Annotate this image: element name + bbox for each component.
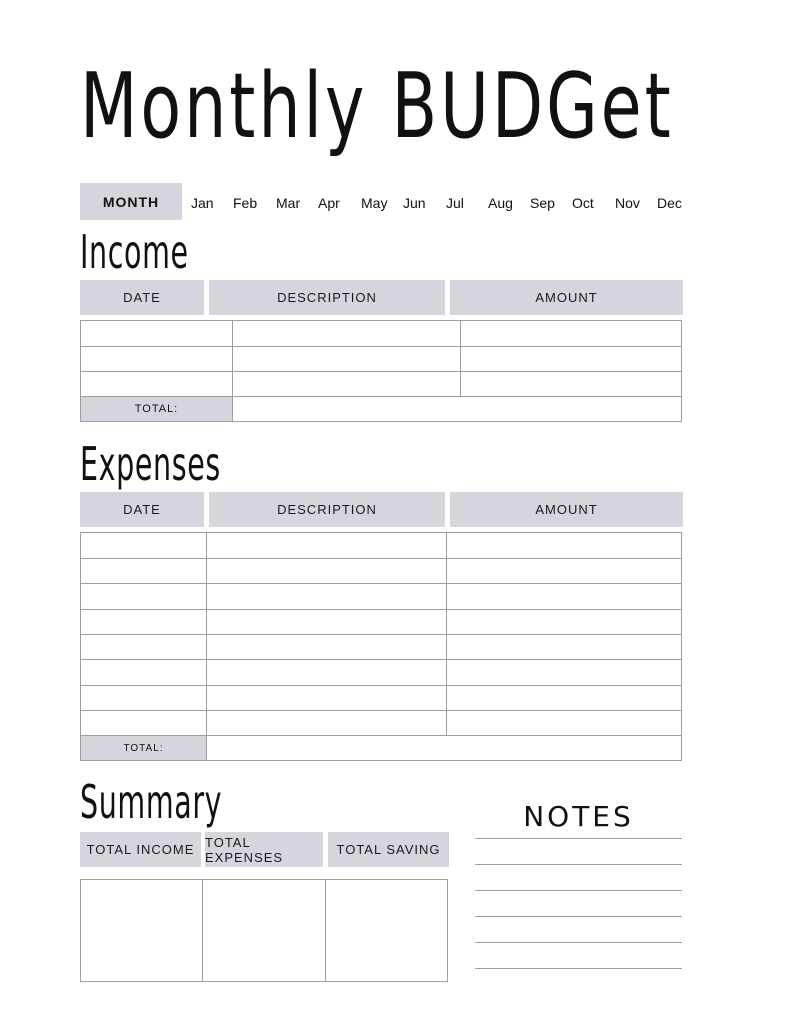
income-total-label: TOTAL: <box>81 397 233 421</box>
income-col-divider <box>232 321 233 396</box>
expenses-date-header: DATE <box>80 492 204 527</box>
notes-heading: NOTES <box>523 800 634 833</box>
notes-line <box>475 968 682 969</box>
expenses-table <box>80 532 682 761</box>
expenses-amount-header: AMOUNT <box>450 492 683 527</box>
month-dec[interactable]: Dec <box>657 195 682 211</box>
expenses-col-divider <box>446 533 447 735</box>
summary-total-saving-header: TOTAL SAVING <box>328 832 449 867</box>
page-title: Monthly BUDGet <box>80 54 674 159</box>
notes-line <box>475 864 682 865</box>
month-mar[interactable]: Mar <box>276 195 301 211</box>
summary-table <box>80 879 448 982</box>
expenses-row-divider <box>81 609 681 610</box>
month-jun[interactable]: Jun <box>403 195 426 211</box>
expenses-row-divider <box>81 659 681 660</box>
expenses-row-divider <box>81 583 681 584</box>
expenses-row-divider <box>81 558 681 559</box>
summary-total-income-header: TOTAL INCOME <box>80 832 201 867</box>
month-feb[interactable]: Feb <box>233 195 258 211</box>
income-description-header: DESCRIPTION <box>209 280 445 315</box>
notes-line <box>475 838 682 839</box>
income-table <box>80 320 682 422</box>
month-nov[interactable]: Nov <box>615 195 640 211</box>
expenses-row-divider <box>81 634 681 635</box>
notes-line <box>475 890 682 891</box>
summary-total-expenses-header: TOTAL EXPENSES <box>205 832 323 867</box>
notes-line <box>475 916 682 917</box>
summary-col-divider <box>202 880 203 981</box>
month-apr[interactable]: Apr <box>318 195 340 211</box>
income-heading: Income <box>80 225 189 279</box>
summary-col-divider <box>325 880 326 981</box>
notes-line <box>475 942 682 943</box>
expenses-description-header: DESCRIPTION <box>209 492 445 527</box>
month-jan[interactable]: Jan <box>191 195 214 211</box>
month-label: MONTH <box>80 183 182 220</box>
expenses-heading: Expenses <box>80 437 221 491</box>
month-sep[interactable]: Sep <box>530 195 555 211</box>
income-row-divider <box>81 346 681 347</box>
month-may[interactable]: May <box>361 195 388 211</box>
month-aug[interactable]: Aug <box>488 195 513 211</box>
summary-heading: Summary <box>80 775 223 829</box>
expenses-total-label: TOTAL: <box>81 736 207 760</box>
income-amount-header: AMOUNT <box>450 280 683 315</box>
month-jul[interactable]: Jul <box>446 195 464 211</box>
month-oct[interactable]: Oct <box>572 195 594 211</box>
expenses-row-divider <box>81 710 681 711</box>
income-row-divider <box>81 371 681 372</box>
income-col-divider <box>460 321 461 396</box>
expenses-col-divider <box>206 533 207 735</box>
income-date-header: DATE <box>80 280 204 315</box>
expenses-row-divider <box>81 685 681 686</box>
